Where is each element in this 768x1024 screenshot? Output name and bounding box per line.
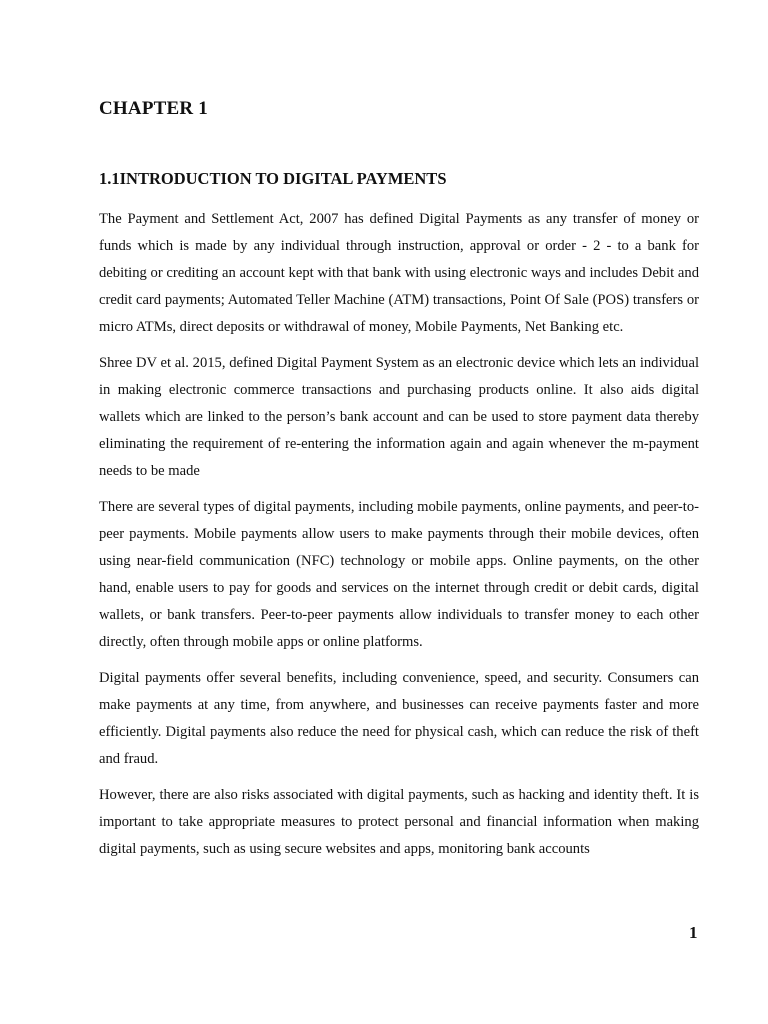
paragraph-2: Shree DV et al. 2015, defined Digital Payment System as an electronic device which lets an individual in making electronic commerce transactions and purchasing products online. It also aids digital wallets which are linked to the person’s bank account and can be used to store payment data thereby eliminating the requirement of re-entering the information again and again whenever the m-payment needs to be made [99, 355, 699, 479]
paragraph-1: The Payment and Settlement Act, 2007 has defined Digital Payments as any transfer of money or funds which is made by any individual through instruction, approval or order - 2 - to a bank for debiting or crediting an account kept with that bank with using electronic ways and includes Debit and credit card payments; Automated Teller Machine (ATM) transactions, Point Of Sale (POS) transfers or micro ATMs, direct deposits or withdrawal of money, Mobile Payments, Net Banking etc. [99, 211, 699, 335]
paragraph-3: There are several types of digital payments, including mobile payments, online payments, and peer-to-peer payments. Mobile payments allow users to make payments through their mobile devices, often using near-field communication (NFC) technology or mobile apps. Online payments, on the other hand, enable users to pay for goods and services on the internet through credit or debit cards, digital wallets, or bank transfers. Peer-to-peer payments allow individuals to transfer money to each other directly, often through mobile apps or online platforms. [99, 499, 699, 650]
section-heading: 1.1INTRODUCTION TO DIGITAL PAYMENTS [99, 169, 447, 188]
page-number: 1 [689, 923, 698, 942]
paragraph-4: Digital payments offer several benefits, including convenience, speed, and security. Consumers can make payments at any time, from anywhere, and businesses can receive payments faster and more efficiently. Digital payments also reduce the need for physical cash, which can reduce the risk of theft and fraud. [99, 670, 699, 767]
paragraph-5: However, there are also risks associated with digital payments, such as hacking and identity theft. It is important to take appropriate measures to protect personal and financial information when making digital payments, such as using secure websites and apps, monitoring bank accounts [99, 787, 699, 857]
body-text [99, 206, 699, 872]
chapter-heading: CHAPTER 1 [99, 98, 208, 119]
